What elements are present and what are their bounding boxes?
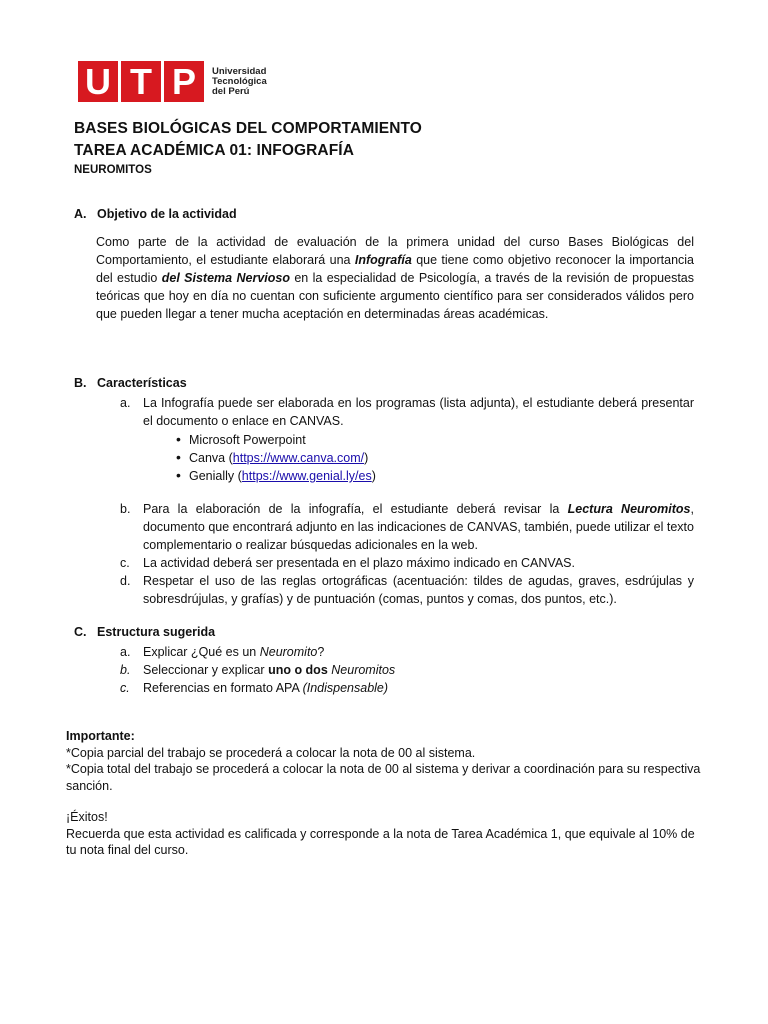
item-text-part: Para la elaboración de la infografía, el estudiante deberá revisar la [143,502,568,516]
bullet-icon: • [176,467,181,483]
logo-line-3: del Perú [212,85,250,97]
item-emphasis: Lectura Neuromitos [567,502,691,516]
logo-letter-t: T [130,61,152,102]
important-line-1: *Copia parcial del trabajo se procederá a colocar la nota de 00 al sistema. [66,745,476,760]
para-emphasis: del Sistema Nervioso [161,271,290,285]
logo-line-1: Universidad [212,65,267,77]
item-marker: a. [120,645,131,659]
section-b-title: Características [97,376,187,390]
logo-letter-p: P [171,61,196,102]
section-c-letter: C. [74,625,87,639]
item-text-part: Explicar ¿Qué es un [143,645,260,659]
closing-note [66,809,706,859]
logo-wordmark [212,67,267,97]
section-a-heading [74,207,237,221]
item-italic: (Indispensable) [302,681,389,695]
canva-link[interactable]: https://www.canva.com/ [232,451,365,465]
section-b-letter: B. [74,376,87,390]
logo-letter-u: U [85,61,111,102]
item-text [143,679,694,697]
item-text [143,661,694,679]
item-marker: b. [120,663,131,677]
important-title: Importante: [66,729,135,743]
item-marker: b. [120,502,131,516]
section-c-item-c [120,679,694,697]
item-text-part: ? [317,645,325,659]
section-b-heading [74,376,187,390]
item-marker: a. [120,396,131,410]
section-a-paragraph [96,233,694,323]
section-c-item-b [120,661,694,679]
program-name: Microsoft Powerpoint [189,433,306,447]
item-text-part: Seleccionar y explicar [143,663,269,677]
closing-line-2: Recuerda que esta actividad es calificada y corresponde a la nota de Tarea Académica 1, que equivale al 10% de tu nota final del curso. [66,826,695,857]
item-italic: Neuromitos [331,663,396,677]
utp-logo [78,61,267,102]
item-marker: c. [120,681,130,695]
program-close: ) [371,469,376,483]
para-text: en la especialidad de Psicología, a través de la revisión de propuestas teóricas que hoy en día no cuentan con suficiente argumento científico para ser considerados válidos pero que pueden llegar a tener mucha aceptación en determinadas áreas académicas. [96,271,694,321]
bullet-icon: • [176,431,181,447]
section-b-item-a [120,394,694,430]
genially-link[interactable]: https://www.genial.ly/es [241,469,372,483]
item-text-part: , documento que encontrará adjunto en las indicaciones de CANVAS, también, puede utilizar el texto complementario o realizar búsquedas adicionales en la web. [143,502,694,552]
section-c-item-a [120,643,694,661]
item-text: La Infografía puede ser elaborada en los programas (lista adjunta), el estudiante deberá presentar el documento o enlace en CANVAS. [143,396,694,428]
logo-mark [78,61,204,102]
topic-title: NEUROMITOS [74,164,152,176]
task-title: TAREA ACADÉMICA 01: INFOGRAFÍA [74,142,354,159]
item-text [143,500,694,554]
para-text: que tiene como objetivo reconocer la importancia del estudio [96,253,694,285]
item-text-part: Referencias en formato APA [143,681,303,695]
program-item [176,448,368,467]
course-title: BASES BIOLÓGICAS DEL COMPORTAMIENTO [74,120,422,137]
section-c-title: Estructura sugerida [97,625,216,639]
section-b-item-d [120,572,694,608]
section-c-heading [74,625,215,639]
logo-line-2: Tecnológica [212,75,267,87]
important-line-2: *Copia total del trabajo se procederá a colocar la nota de 00 al sistema y derivar a coordinación para su respectiva sanción. [66,762,701,793]
program-item [176,466,376,485]
para-text: Como parte de la actividad de evaluación de la primera unidad del curso Bases Biológicas del Comportamiento, el estudiante elaborará una [96,235,694,267]
program-item [176,430,306,449]
section-a-title: Objetivo de la actividad [97,207,237,221]
program-name: Canva ( [189,451,233,465]
section-a-letter: A. [74,207,87,221]
item-text [143,643,694,661]
item-text: Respetar el uso de las reglas ortográficas (acentuación: tildes de agudas, graves, esdrújulas y sobresdrújulas, y grafías) y de puntuación (comas, puntos y comas, dos puntos, etc.). [143,574,694,606]
bullet-icon: • [176,449,181,465]
para-emphasis: Infografía [354,253,412,267]
item-marker: d. [120,574,131,588]
important-note [66,728,706,794]
item-bold: uno o dos [268,663,328,677]
item-italic: Neuromito [259,645,318,659]
item-marker: c. [120,556,130,570]
program-name: Genially ( [189,469,242,483]
section-b-item-b [120,500,694,554]
section-b-item-c [120,554,694,572]
program-close: ) [364,451,369,465]
closing-line-1: ¡Éxitos! [66,810,108,824]
item-text: La actividad deberá ser presentada en el plazo máximo indicado en CANVAS. [143,556,575,570]
